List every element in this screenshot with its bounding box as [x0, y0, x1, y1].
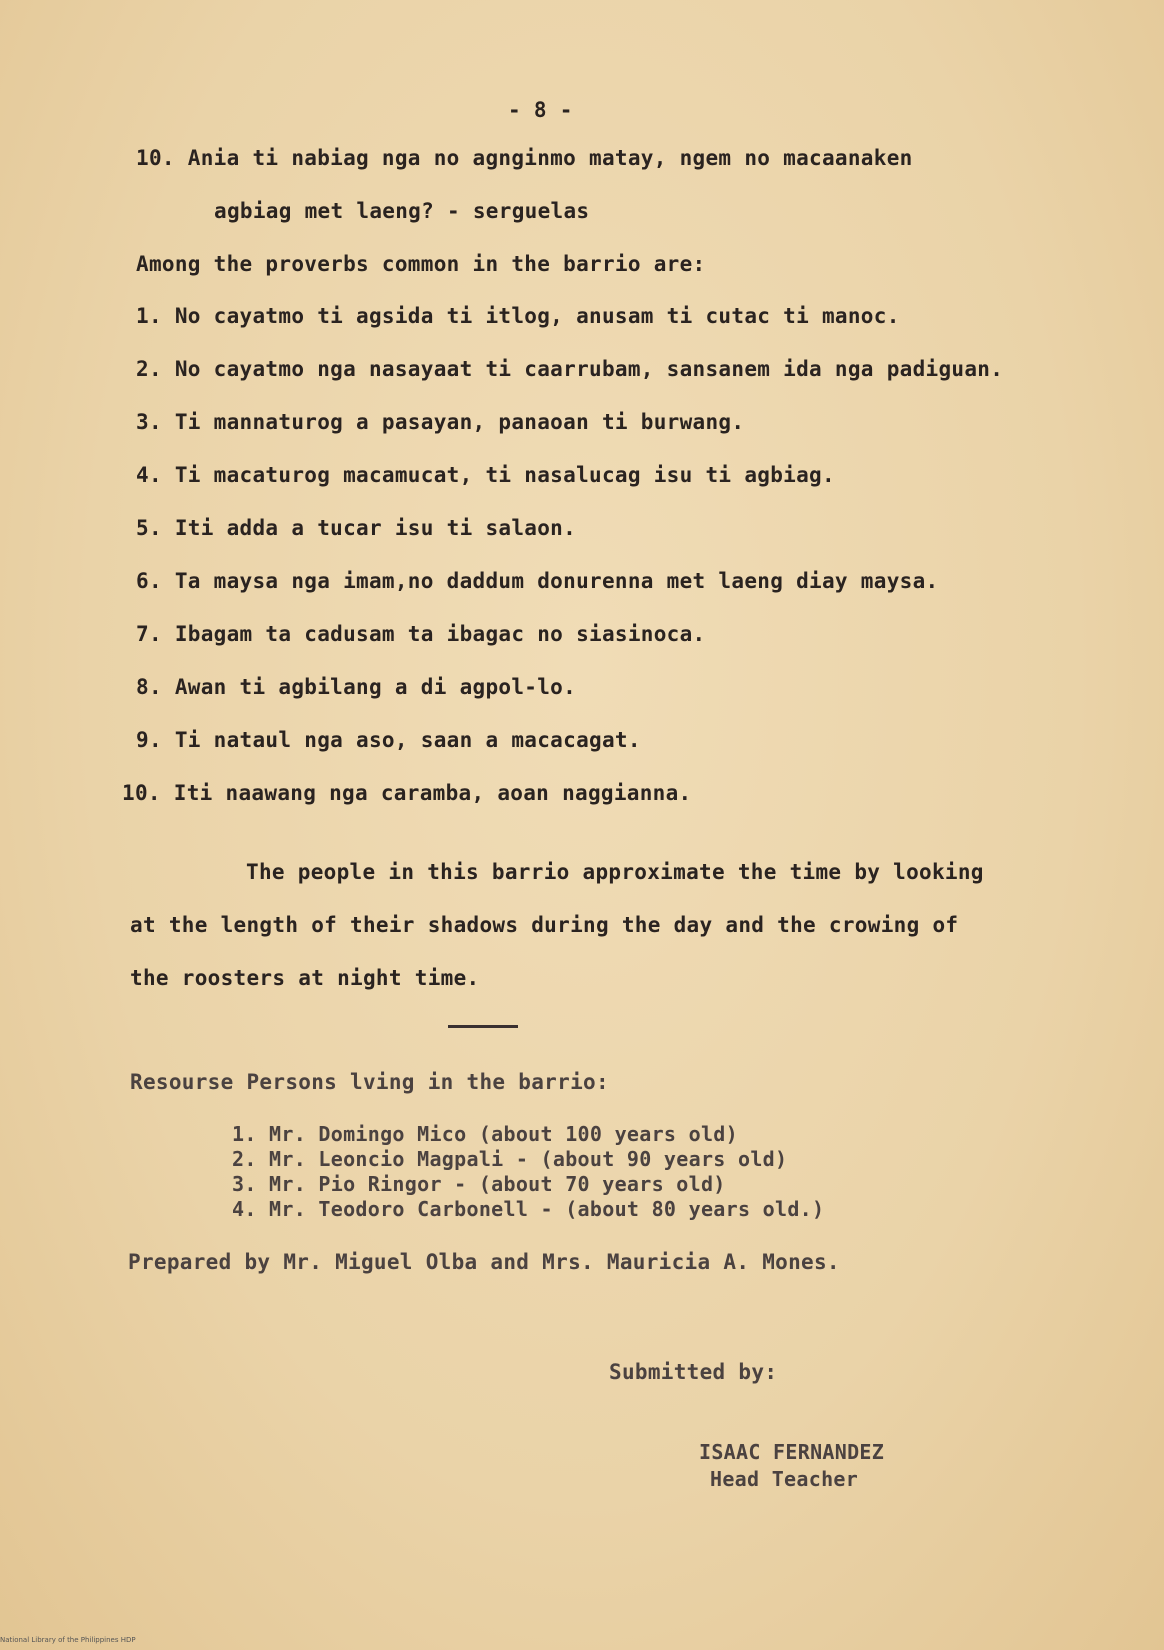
- proverb-item: 10. Iti naawang nga caramba, aoan naggianna.: [122, 781, 692, 805]
- resource-person: 2. Mr. Leoncio Magpali - (about 90 years old): [232, 1147, 788, 1171]
- footer-strip: National Library of the Philippines HDP: [0, 1636, 136, 1644]
- proverb-item: 7. Ibagam ta cadusam ta ibagac no siasinoca.: [136, 622, 706, 646]
- riddle-line-1: 10. Ania ti nabiag nga no agnginmo matay, ngem no macaanaken: [136, 146, 913, 170]
- resource-person: 4. Mr. Teodoro Carbonell - (about 80 years old.): [232, 1197, 825, 1221]
- time-paragraph-line-1: The people in this barrio approximate the time by looking: [246, 860, 984, 884]
- submitted-by-label: Submitted by:: [609, 1360, 778, 1384]
- proverb-item: 3. Ti mannaturog a pasayan, panaoan ti burwang.: [136, 410, 745, 434]
- proverb-item: 4. Ti macaturog macamucat, ti nasalucag isu ti agbiag.: [136, 463, 835, 487]
- resource-heading: Resourse Persons lving in the barrio:: [130, 1070, 609, 1094]
- proverb-item: 5. Iti adda a tucar isu ti salaon.: [136, 516, 577, 540]
- proverb-item: 9. Ti nataul nga aso, saan a macacagat.: [136, 728, 641, 752]
- signatory-title: Head Teacher: [710, 1467, 859, 1491]
- proverb-item: 8. Awan ti agbilang a di agpol-lo.: [136, 675, 577, 699]
- prepared-by: Prepared by Mr. Miguel Olba and Mrs. Mauricia A. Mones.: [128, 1250, 840, 1274]
- resource-person: 3. Mr. Pio Ringor - (about 70 years old): [232, 1172, 726, 1196]
- signatory-name: ISAAC FERNANDEZ: [699, 1440, 885, 1464]
- riddle-line-2: agbiag met laeng? - serguelas: [214, 199, 590, 223]
- proverb-item: 2. No cayatmo nga nasayaat ti caarrubam, sansanem ida nga padiguan.: [136, 357, 1004, 381]
- proverb-item: 6. Ta maysa nga imam,no daddum donurenna met laeng diay maysa.: [136, 569, 939, 593]
- section-divider: [448, 1025, 518, 1028]
- time-paragraph-line-3: the roosters at night time.: [130, 966, 480, 990]
- resource-person: 1. Mr. Domingo Mico (about 100 years old): [232, 1122, 738, 1146]
- time-paragraph-line-2: at the length of their shadows during the day and the crowing of: [130, 913, 959, 937]
- proverb-item: 1. No cayatmo ti agsida ti itlog, anusam ti cutac ti manoc.: [136, 304, 900, 328]
- page-number: - 8 -: [508, 98, 573, 122]
- proverbs-intro: Among the proverbs common in the barrio are:: [136, 252, 706, 276]
